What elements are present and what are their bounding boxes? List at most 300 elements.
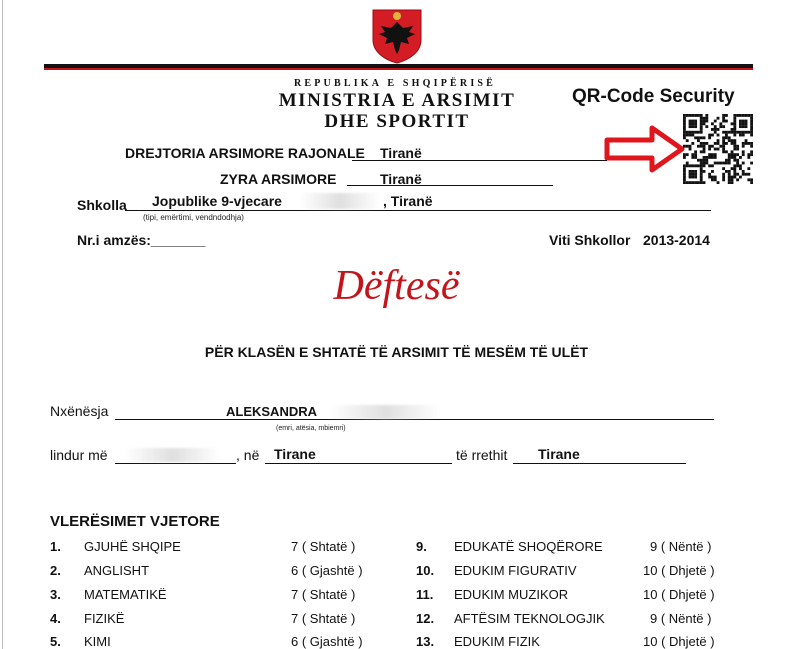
grade-value: 10 ( Dhjetë ) bbox=[643, 563, 715, 578]
qr-module bbox=[686, 181, 689, 184]
qr-module bbox=[694, 131, 697, 134]
shkolla-city: , Tiranë bbox=[383, 193, 433, 209]
qr-module bbox=[686, 131, 689, 134]
qr-module bbox=[747, 114, 750, 117]
student-name: ALEKSANDRA bbox=[226, 404, 317, 419]
qr-module bbox=[691, 122, 694, 125]
qr-module bbox=[736, 173, 739, 176]
qr-module bbox=[703, 117, 706, 120]
qr-module bbox=[694, 170, 697, 173]
qr-module bbox=[731, 128, 734, 131]
ne-label: , në bbox=[236, 447, 260, 463]
qr-module bbox=[697, 145, 700, 148]
qr-module bbox=[683, 114, 686, 117]
qr-module bbox=[705, 142, 708, 145]
qr-module bbox=[736, 145, 739, 148]
qr-module bbox=[697, 131, 700, 134]
nxenesja-underline bbox=[115, 419, 714, 420]
drejtoria-label: DREJTORIA ARSIMORE RAJONALE bbox=[125, 145, 365, 161]
qr-module bbox=[731, 156, 734, 159]
qr-module bbox=[736, 159, 739, 162]
qr-module bbox=[750, 122, 753, 125]
qr-module bbox=[742, 162, 745, 165]
qr-module bbox=[747, 178, 750, 181]
grade-subject: GJUHË SHQIPE bbox=[84, 539, 181, 554]
qr-module bbox=[700, 170, 703, 173]
qr-module bbox=[691, 114, 694, 117]
grade-number: 13. bbox=[416, 634, 435, 649]
qr-code-icon[interactable] bbox=[683, 114, 753, 184]
qr-module bbox=[683, 136, 686, 139]
redacted-student-surname bbox=[330, 405, 440, 419]
qr-module bbox=[694, 156, 697, 159]
qr-security-title: QR-Code Security bbox=[572, 86, 735, 107]
qr-module bbox=[717, 139, 720, 142]
qr-module bbox=[694, 120, 697, 123]
grade-subject: EDUKIM FIZIK bbox=[454, 634, 540, 649]
qr-module bbox=[686, 139, 689, 142]
qr-module bbox=[733, 176, 736, 179]
shkolla-label: Shkolla bbox=[77, 197, 127, 213]
qr-module bbox=[703, 142, 706, 145]
document-subtitle: PËR KLASËN E SHTATË TË ARSIMIT TË MESËM TË ULËT bbox=[204, 344, 589, 360]
qr-module bbox=[722, 114, 725, 117]
qr-module bbox=[736, 148, 739, 151]
qr-module bbox=[703, 170, 706, 173]
qr-module bbox=[689, 114, 692, 117]
qr-module bbox=[714, 156, 717, 159]
redacted-birthdate bbox=[125, 448, 220, 462]
qr-module bbox=[697, 181, 700, 184]
qr-module bbox=[717, 142, 720, 145]
ministry-heading: MINISTRIA E ARSIMIT bbox=[278, 90, 516, 111]
qr-module bbox=[747, 173, 750, 176]
qr-module bbox=[686, 134, 689, 137]
zyra-label: ZYRA ARSIMORE bbox=[220, 171, 337, 187]
qr-module bbox=[714, 128, 717, 131]
shkolla-underline bbox=[125, 210, 711, 211]
qr-module bbox=[683, 125, 686, 128]
qr-module bbox=[725, 134, 728, 137]
qr-module bbox=[705, 114, 708, 117]
qr-module bbox=[747, 167, 750, 170]
qr-module bbox=[689, 148, 692, 151]
qr-module bbox=[725, 131, 728, 134]
qr-module bbox=[708, 153, 711, 156]
qr-module bbox=[750, 125, 753, 128]
qr-module bbox=[739, 122, 742, 125]
qr-module bbox=[683, 134, 686, 137]
qr-module bbox=[733, 114, 736, 117]
qr-module bbox=[686, 114, 689, 117]
qr-module bbox=[733, 125, 736, 128]
qr-module bbox=[722, 178, 725, 181]
qr-module bbox=[711, 178, 714, 181]
qr-module bbox=[700, 176, 703, 179]
qr-module bbox=[728, 139, 731, 142]
qr-module bbox=[722, 167, 725, 170]
qr-module bbox=[745, 139, 748, 142]
republika-heading: REPUBLIKA E SHQIPËRISË bbox=[293, 78, 497, 89]
birth-place: Tirane bbox=[274, 446, 316, 462]
qr-module bbox=[742, 122, 745, 125]
qr-module bbox=[700, 128, 703, 131]
qr-module bbox=[708, 148, 711, 151]
qr-module bbox=[739, 114, 742, 117]
qr-module bbox=[733, 117, 736, 120]
grades-heading: VLERËSIMET VJETORE bbox=[50, 513, 220, 530]
qr-module bbox=[711, 145, 714, 148]
qr-module bbox=[736, 178, 739, 181]
qr-module bbox=[719, 122, 722, 125]
grade-value: 10 ( Dhjetë ) bbox=[643, 634, 715, 649]
qr-module bbox=[742, 134, 745, 137]
qr-module bbox=[694, 153, 697, 156]
qr-module bbox=[750, 162, 753, 165]
qr-module bbox=[725, 120, 728, 123]
document-title: Dëftesë bbox=[333, 263, 460, 309]
qr-module bbox=[731, 131, 734, 134]
qr-module bbox=[683, 170, 686, 173]
qr-module bbox=[689, 170, 692, 173]
qr-module bbox=[717, 181, 720, 184]
qr-module bbox=[739, 156, 742, 159]
qr-module bbox=[745, 114, 748, 117]
qr-module bbox=[728, 178, 731, 181]
qr-module bbox=[708, 136, 711, 139]
grade-number: 11. bbox=[416, 587, 434, 602]
qr-module bbox=[703, 120, 706, 123]
qr-module bbox=[728, 131, 731, 134]
qr-module bbox=[742, 120, 745, 123]
qr-module bbox=[750, 120, 753, 123]
qr-module bbox=[733, 148, 736, 151]
qr-module bbox=[739, 120, 742, 123]
qr-module bbox=[691, 125, 694, 128]
qr-module bbox=[742, 131, 745, 134]
qr-module bbox=[731, 181, 734, 184]
qr-module bbox=[683, 122, 686, 125]
grade-number: 5. bbox=[50, 634, 61, 649]
qr-module bbox=[739, 131, 742, 134]
albanian-eagle-emblem-icon bbox=[369, 6, 425, 64]
qr-module bbox=[689, 134, 692, 137]
qr-module bbox=[691, 156, 694, 159]
qr-module bbox=[728, 176, 731, 179]
qr-module bbox=[711, 156, 714, 159]
qr-module bbox=[728, 156, 731, 159]
qr-module bbox=[733, 142, 736, 145]
qr-module bbox=[722, 117, 725, 120]
qr-module bbox=[719, 145, 722, 148]
qr-module bbox=[742, 142, 745, 145]
rrethi-underline bbox=[513, 463, 686, 464]
qr-module bbox=[714, 178, 717, 181]
qr-module bbox=[691, 170, 694, 173]
qr-module bbox=[697, 159, 700, 162]
qr-module bbox=[689, 120, 692, 123]
qr-module bbox=[714, 120, 717, 123]
qr-module bbox=[725, 142, 728, 145]
qr-module bbox=[694, 125, 697, 128]
qr-module bbox=[742, 153, 745, 156]
qr-module bbox=[705, 125, 708, 128]
qr-module bbox=[683, 173, 686, 176]
qr-module bbox=[733, 173, 736, 176]
qr-module bbox=[725, 136, 728, 139]
qr-module bbox=[703, 159, 706, 162]
qr-module bbox=[733, 164, 736, 167]
qr-module bbox=[711, 170, 714, 173]
qr-module bbox=[725, 159, 728, 162]
qr-module bbox=[733, 159, 736, 162]
qr-module bbox=[700, 173, 703, 176]
qr-module bbox=[717, 117, 720, 120]
nxenesja-label: Nxënësja bbox=[50, 403, 109, 419]
qr-module bbox=[742, 114, 745, 117]
qr-module bbox=[703, 136, 706, 139]
qr-module bbox=[708, 164, 711, 167]
qr-module bbox=[691, 173, 694, 176]
qr-module bbox=[700, 159, 703, 162]
grade-number: 1. bbox=[50, 539, 61, 554]
qr-module bbox=[750, 181, 753, 184]
qr-module bbox=[731, 178, 734, 181]
qr-module bbox=[750, 117, 753, 120]
qr-module bbox=[736, 162, 739, 165]
grade-number: 9. bbox=[416, 539, 427, 554]
grade-value: 7 ( Shtatë ) bbox=[291, 587, 356, 602]
grade-value: 6 ( Gjashtë ) bbox=[291, 563, 363, 578]
qr-module bbox=[700, 122, 703, 125]
qr-module bbox=[722, 150, 725, 153]
qr-module bbox=[689, 173, 692, 176]
qr-module bbox=[705, 159, 708, 162]
birthdate-underline bbox=[115, 463, 236, 464]
qr-module bbox=[694, 122, 697, 125]
qr-module bbox=[722, 176, 725, 179]
qr-module bbox=[703, 122, 706, 125]
qr-module bbox=[719, 162, 722, 165]
qr-module bbox=[728, 136, 731, 139]
qr-module bbox=[739, 176, 742, 179]
qr-module bbox=[689, 164, 692, 167]
qr-module bbox=[700, 167, 703, 170]
qr-module bbox=[686, 162, 689, 165]
grade-subject: EDUKIM MUZIKOR bbox=[454, 587, 569, 602]
qr-module bbox=[700, 131, 703, 134]
qr-module bbox=[750, 145, 753, 148]
qr-module bbox=[700, 120, 703, 123]
qr-module bbox=[689, 131, 692, 134]
grade-value: 9 ( Nëntë ) bbox=[650, 611, 712, 626]
qr-module bbox=[728, 162, 731, 165]
qr-module bbox=[711, 164, 714, 167]
qr-module bbox=[703, 150, 706, 153]
qr-module bbox=[683, 120, 686, 123]
qr-module bbox=[683, 131, 686, 134]
qr-module bbox=[728, 159, 731, 162]
qr-module bbox=[703, 162, 706, 165]
qr-module bbox=[714, 148, 717, 151]
qr-module bbox=[736, 114, 739, 117]
qr-module bbox=[745, 142, 748, 145]
ministry-heading-line2: DHE SPORTIT bbox=[324, 111, 470, 132]
lindur-label: lindur më bbox=[50, 447, 108, 463]
qr-module bbox=[697, 139, 700, 142]
qr-module bbox=[683, 167, 686, 170]
qr-module bbox=[742, 125, 745, 128]
qr-module bbox=[733, 122, 736, 125]
qr-module bbox=[742, 150, 745, 153]
qr-module bbox=[691, 131, 694, 134]
qr-module bbox=[691, 134, 694, 137]
qr-module bbox=[705, 117, 708, 120]
grade-number: 10. bbox=[416, 563, 435, 578]
qr-module bbox=[747, 156, 750, 159]
qr-module bbox=[697, 114, 700, 117]
qr-module bbox=[739, 125, 742, 128]
qr-module bbox=[750, 178, 753, 181]
qr-module bbox=[714, 142, 717, 145]
grade-value: 6 ( Gjashtë ) bbox=[291, 634, 363, 649]
qr-module bbox=[714, 162, 717, 165]
qr-module bbox=[694, 150, 697, 153]
qr-module bbox=[703, 181, 706, 184]
qr-module bbox=[742, 170, 745, 173]
zyra-underline bbox=[347, 185, 553, 186]
qr-module bbox=[700, 142, 703, 145]
qr-module bbox=[745, 173, 748, 176]
qr-module bbox=[728, 170, 731, 173]
qr-module bbox=[722, 145, 725, 148]
qr-module bbox=[691, 164, 694, 167]
qr-module bbox=[750, 131, 753, 134]
shkolla-value: Jopublike 9-vjecare bbox=[152, 193, 282, 209]
qr-module bbox=[691, 176, 694, 179]
qr-module bbox=[717, 128, 720, 131]
qr-module bbox=[691, 120, 694, 123]
qr-module bbox=[683, 178, 686, 181]
qr-module bbox=[717, 162, 720, 165]
grade-value: 9 ( Nëntë ) bbox=[650, 539, 712, 554]
page-edge-rule bbox=[2, 0, 3, 649]
qr-module bbox=[703, 148, 706, 151]
qr-module bbox=[708, 173, 711, 176]
qr-module bbox=[700, 114, 703, 117]
rrethi-label: të rrethit bbox=[456, 447, 508, 463]
shkolla-hint: (tipi, emërtimi, vendndodhja) bbox=[143, 213, 244, 222]
qr-module bbox=[705, 162, 708, 165]
qr-module bbox=[750, 128, 753, 131]
grade-subject: ANGLISHT bbox=[84, 563, 150, 578]
qr-module bbox=[689, 176, 692, 179]
qr-module bbox=[689, 181, 692, 184]
qr-module bbox=[733, 153, 736, 156]
qr-module bbox=[708, 176, 711, 179]
grade-number: 2. bbox=[50, 563, 61, 578]
grade-subject: EDUKIM FIGURATIV bbox=[454, 563, 577, 578]
qr-module bbox=[722, 148, 725, 151]
qr-module bbox=[731, 176, 734, 179]
qr-module bbox=[714, 131, 717, 134]
qr-module bbox=[686, 164, 689, 167]
qr-module bbox=[722, 142, 725, 145]
qr-module bbox=[731, 142, 734, 145]
qr-module bbox=[683, 145, 686, 148]
qr-module bbox=[700, 145, 703, 148]
viti-shkollor-value: 2013-2014 bbox=[643, 232, 710, 248]
qr-module bbox=[697, 136, 700, 139]
qr-module bbox=[683, 181, 686, 184]
qr-module bbox=[722, 120, 725, 123]
qr-module bbox=[714, 176, 717, 179]
qr-module bbox=[691, 181, 694, 184]
qr-module bbox=[750, 150, 753, 153]
qr-module bbox=[703, 156, 706, 159]
qr-module bbox=[747, 131, 750, 134]
grade-subject: EDUKATË SHOQËRORE bbox=[454, 539, 603, 554]
grade-subject: FIZIKË bbox=[84, 611, 125, 626]
qr-module bbox=[722, 162, 725, 165]
qr-module bbox=[700, 162, 703, 165]
qr-module bbox=[697, 164, 700, 167]
red-arrow-right-icon bbox=[604, 124, 686, 174]
qr-module bbox=[733, 120, 736, 123]
qr-module bbox=[733, 134, 736, 137]
grade-value: 7 ( Shtatë ) bbox=[291, 539, 356, 554]
grade-subject: MATEMATIKË bbox=[84, 587, 167, 602]
qr-module bbox=[733, 128, 736, 131]
grade-number: 3. bbox=[50, 587, 61, 602]
qr-module bbox=[708, 156, 711, 159]
qr-module bbox=[731, 122, 734, 125]
qr-module bbox=[722, 139, 725, 142]
qr-module bbox=[711, 153, 714, 156]
qr-module bbox=[733, 131, 736, 134]
qr-module bbox=[725, 150, 728, 153]
qr-module bbox=[717, 134, 720, 137]
qr-module bbox=[714, 153, 717, 156]
qr-module bbox=[691, 153, 694, 156]
qr-module bbox=[731, 139, 734, 142]
qr-module bbox=[722, 125, 725, 128]
qr-module bbox=[700, 136, 703, 139]
qr-module bbox=[683, 117, 686, 120]
qr-module bbox=[700, 178, 703, 181]
zyra-value: Tiranë bbox=[380, 171, 422, 187]
qr-module bbox=[711, 134, 714, 137]
qr-module bbox=[689, 125, 692, 128]
qr-module bbox=[694, 181, 697, 184]
qr-module bbox=[717, 148, 720, 151]
qr-module bbox=[731, 150, 734, 153]
qr-module bbox=[694, 176, 697, 179]
qr-module bbox=[689, 145, 692, 148]
qr-module bbox=[736, 164, 739, 167]
qr-module bbox=[683, 164, 686, 167]
qr-module bbox=[731, 167, 734, 170]
qr-module bbox=[719, 125, 722, 128]
qr-module bbox=[700, 117, 703, 120]
qr-module bbox=[705, 120, 708, 123]
grade-number: 4. bbox=[50, 611, 61, 626]
qr-module bbox=[700, 125, 703, 128]
grade-value: 7 ( Shtatë ) bbox=[291, 611, 356, 626]
viti-shkollor-label: Viti Shkollor bbox=[549, 232, 631, 248]
qr-module bbox=[750, 142, 753, 145]
qr-module bbox=[705, 156, 708, 159]
